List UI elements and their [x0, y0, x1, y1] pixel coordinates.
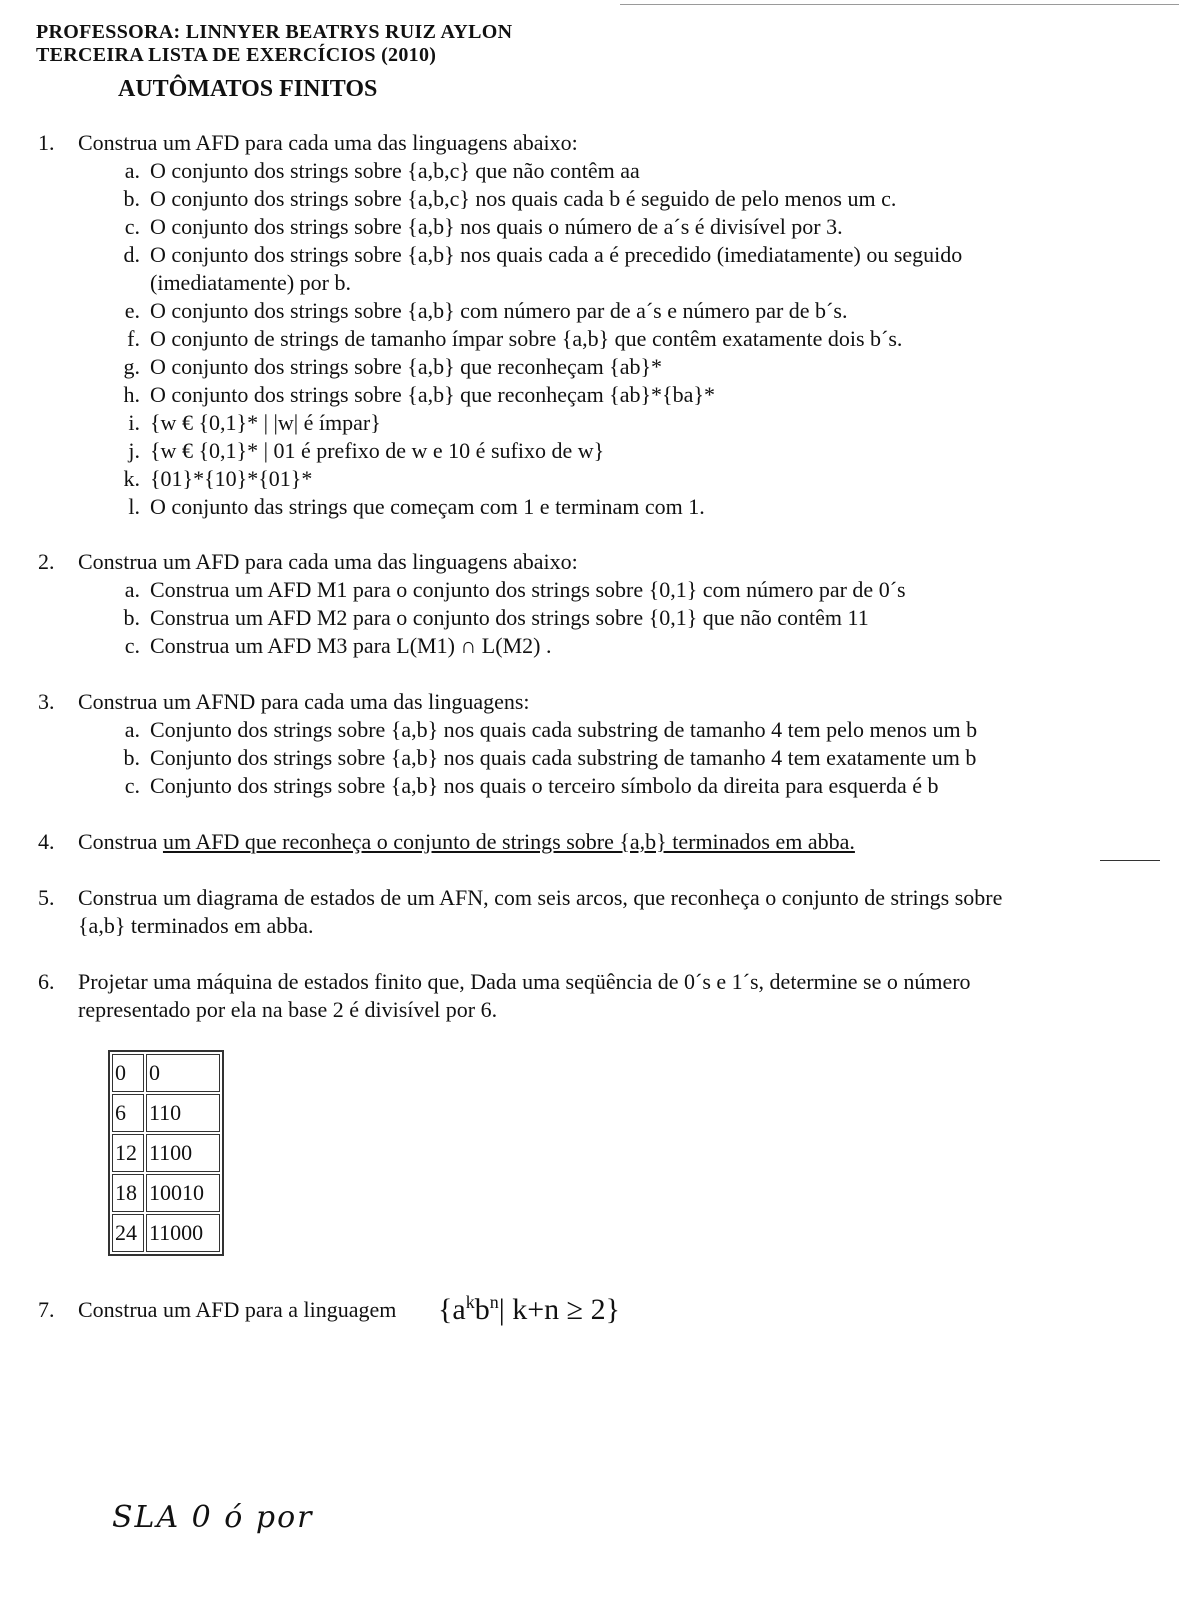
- question-number: 7.: [38, 1297, 55, 1322]
- handwritten-note: SLA 0 ó por: [112, 1500, 314, 1535]
- table-row: [112, 1214, 220, 1252]
- expr-b: b: [474, 1293, 490, 1326]
- item-text: Construa um AFD M3 para L(M1) ∩ L(M2) .: [150, 633, 552, 658]
- question-text-continued: {a,b} terminados em abba.: [78, 913, 314, 938]
- expr-open: {a: [438, 1293, 466, 1326]
- expr-exponent-n: n: [489, 1292, 499, 1312]
- underline-extension: [1100, 860, 1160, 861]
- item-label: d.: [123, 242, 140, 267]
- item-text: Conjunto dos strings sobre {a,b} nos quais cada substring de tamanho 4 tem pelo menos um b: [150, 717, 978, 742]
- question-text: Construa um AFND para cada uma das linguagens:: [78, 689, 530, 714]
- item-label: c.: [124, 214, 140, 239]
- table-cell-binary: 110: [146, 1094, 220, 1132]
- table-cell-binary: 11000: [146, 1214, 220, 1252]
- item-label: b.: [123, 605, 140, 630]
- item-label: k.: [123, 466, 140, 491]
- expr-exponent-k: k: [465, 1292, 475, 1312]
- item-text: {01}*{10}*{01}*: [150, 466, 313, 491]
- item-label: e.: [124, 298, 140, 323]
- item-text: O conjunto das strings que começam com 1 e terminam com 1.: [150, 494, 705, 519]
- table-cell-decimal: 0: [112, 1054, 144, 1092]
- item-label: f.: [127, 326, 140, 351]
- item-label: c.: [124, 633, 140, 658]
- item-text: O conjunto dos strings sobre {a,b} que reconheçam {ab}*: [150, 354, 663, 379]
- item-text: O conjunto dos strings sobre {a,b} nos quais o número de a´s é divisível por 3.: [150, 214, 843, 239]
- item-text: O conjunto de strings de tamanho ímpar sobre {a,b} que contêm exatamente dois b´s.: [150, 326, 903, 351]
- item-label: a.: [124, 158, 140, 183]
- item-text: O conjunto dos strings sobre {a,b} nos quais cada a é precedido (imediatamente) ou seguido: [150, 242, 963, 267]
- table-cell-decimal: 6: [112, 1094, 144, 1132]
- table-cell-binary: 1100: [146, 1134, 220, 1172]
- item-label: b.: [123, 745, 140, 770]
- question-text-continued: representado por ela na base 2 é divisível por 6.: [78, 997, 498, 1022]
- table-row: [112, 1174, 220, 1212]
- page-title: AUTÔMATOS FINITOS: [118, 76, 378, 102]
- question-number: 6.: [38, 969, 55, 994]
- item-label: a.: [124, 717, 140, 742]
- item-text: {w € {0,1}* | 01 é prefixo de w e 10 é sufixo de w}: [150, 438, 605, 463]
- language-expression: [438, 1292, 620, 1327]
- question-number: 3.: [38, 689, 55, 714]
- item-text: O conjunto dos strings sobre {a,b,c} nos quais cada b é seguido de pelo menos um c.: [150, 186, 897, 211]
- scan-edge-line: [620, 4, 1179, 5]
- question-text: Construa um diagrama de estados de um AFN, com seis arcos, que reconheça o conjunto de strings sobre: [78, 885, 1003, 910]
- item-text: Conjunto dos strings sobre {a,b} nos quais o terceiro símbolo da direita para esquerda é b: [150, 773, 939, 798]
- item-label: a.: [124, 577, 140, 602]
- underlined-text: um AFD que reconheça o conjunto de strings sobre {a,b} terminados em abba.: [162, 829, 855, 854]
- question-text: Projetar uma máquina de estados finito que, Dada uma seqüência de 0´s e 1´s, determine se o número: [78, 969, 971, 994]
- item-text: Construa um AFD M2 para o conjunto dos strings sobre {0,1} que não contêm 11: [150, 605, 869, 630]
- item-label: l.: [128, 494, 140, 519]
- table-row: [112, 1054, 220, 1092]
- binary-table: [108, 1050, 224, 1256]
- table-cell-binary: 0: [146, 1054, 220, 1092]
- item-text: O conjunto dos strings sobre {a,b} com número par de a´s e número par de b´s.: [150, 298, 848, 323]
- item-text: O conjunto dos strings sobre {a,b,c} que não contêm aa: [150, 158, 640, 183]
- list-title: TERCEIRA LISTA DE EXERCÍCIOS (2010): [36, 44, 437, 66]
- item-text-continued: (imediatamente) por b.: [150, 270, 351, 295]
- professor-line: PROFESSORA: LINNYER BEATRYS RUIZ AYLON: [36, 21, 513, 38]
- question-text: [78, 828, 855, 856]
- question-1: [0, 129, 1179, 157]
- question-number: 2.: [38, 549, 55, 574]
- question-text: Construa um AFD para a linguagem: [78, 1297, 397, 1322]
- table-cell-decimal: 18: [112, 1174, 144, 1212]
- item-text: Construa um AFD M1 para o conjunto dos strings sobre {0,1} com número par de 0´s: [150, 577, 906, 602]
- item-label: c.: [124, 773, 140, 798]
- item-label: h.: [123, 382, 140, 407]
- item-label: b.: [123, 186, 140, 211]
- item-text: O conjunto dos strings sobre {a,b} que reconheçam {ab}*{ba}*: [150, 382, 715, 407]
- table-cell-decimal: 12: [112, 1134, 144, 1172]
- question-number: 1.: [38, 130, 55, 155]
- item-label: j.: [128, 438, 140, 463]
- table-cell-decimal: 24: [112, 1214, 144, 1252]
- item-label: g.: [123, 354, 140, 379]
- item-label: i.: [128, 410, 140, 435]
- question-number: 4.: [38, 829, 55, 854]
- item-text: Conjunto dos strings sobre {a,b} nos quais cada substring de tamanho 4 tem exatamente um b: [150, 745, 977, 770]
- question-number: 5.: [38, 885, 55, 910]
- question-text: Construa um AFD para cada uma das linguagens abaixo:: [78, 549, 578, 574]
- question-text: Construa um AFD para cada uma das linguagens abaixo:: [78, 130, 578, 155]
- table-row: [112, 1094, 220, 1132]
- expr-rest: | k+n ≥ 2}: [498, 1293, 621, 1326]
- table-row: [112, 1134, 220, 1172]
- item-text: {w € {0,1}* | |w| é ímpar}: [150, 410, 381, 435]
- question-text-start: Construa: [78, 829, 163, 854]
- table-cell-binary: 10010: [146, 1174, 220, 1212]
